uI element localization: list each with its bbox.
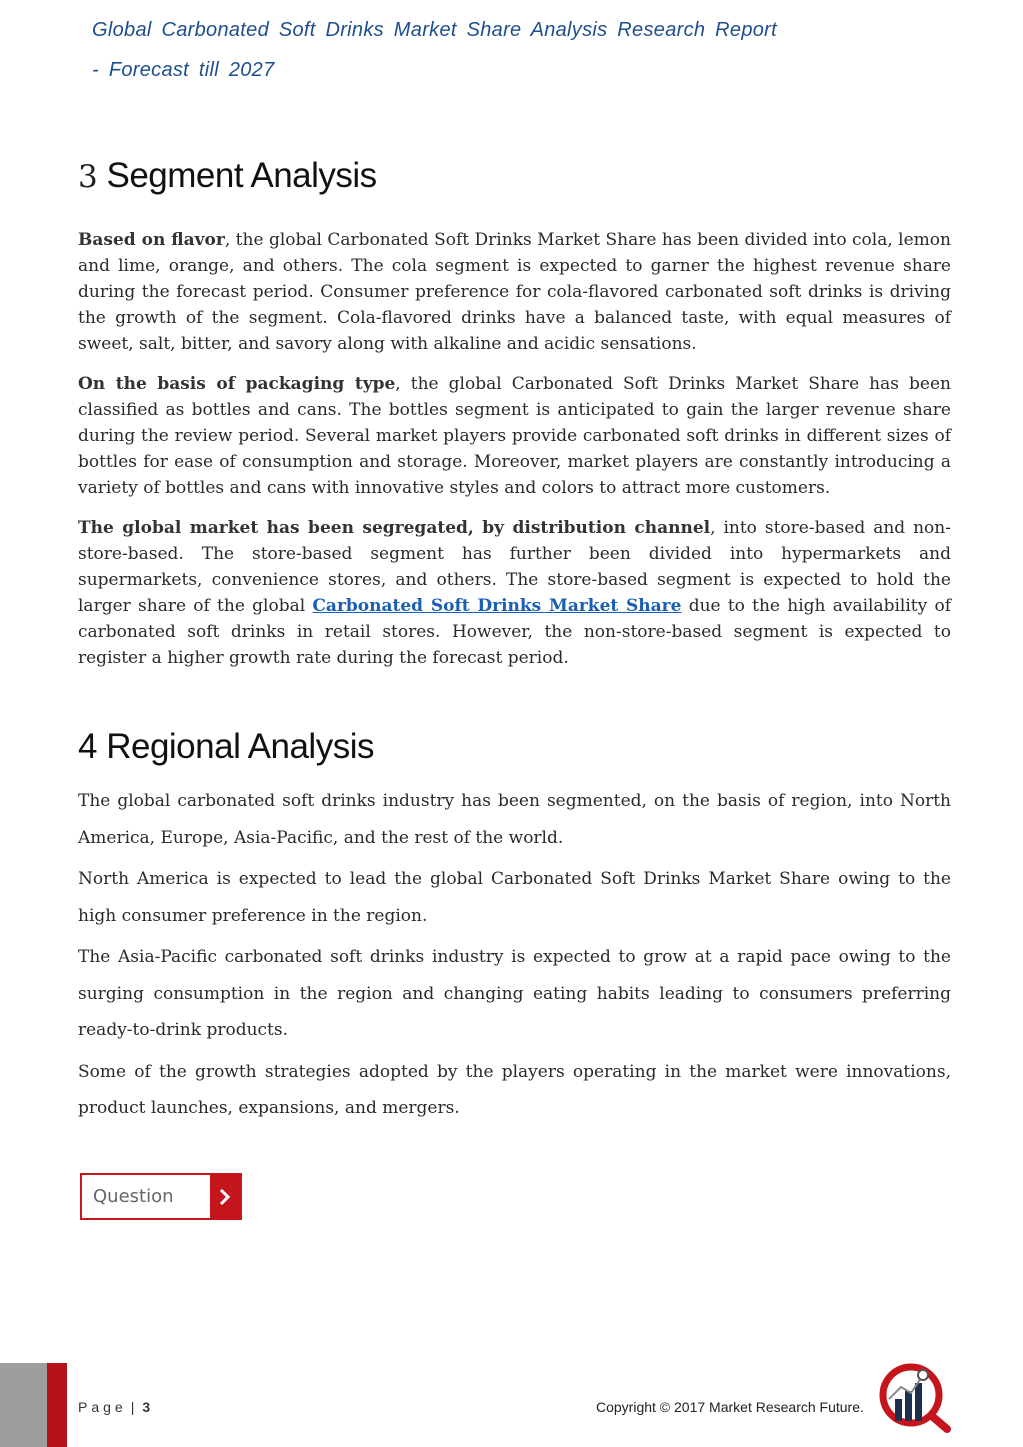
paragraph-text: , the global Carbonated Soft Drinks Market Share has been classified as bottles and cans. The bottles segment is anticipated to gain the larger revenue share during the review period. Several market players provide carbonated soft drinks in different sizes of bottles for ease of consumption and storage. Moreover, market players are constantly introducing a variety of bottles and cans with innovative styles and colors to attract more customers. (78, 374, 952, 498)
paragraph-lead: The global market has been segregated, by distribution channel (78, 518, 711, 538)
section-number: 3 (78, 159, 98, 195)
question-button-label: Question (93, 1186, 174, 1207)
segment-analysis-body (78, 227, 951, 685)
paragraph-packaging (78, 371, 951, 501)
segment-analysis-heading (78, 156, 377, 196)
paragraph-text: , into store-based and non-store-based. The store-based segment has further been divided into hypermarkets and supermarkets, convenience stores, and others. The store-based segment is expected to hold the larger share of the global (78, 518, 951, 616)
regional-analysis-body (78, 783, 951, 1132)
footer-bar-gray (0, 1363, 47, 1447)
footer-bar-red (47, 1363, 67, 1447)
market-share-link[interactable]: Carbonated Soft Drinks Market Share (312, 596, 682, 616)
question-button[interactable] (80, 1173, 242, 1220)
page-label-text: Page (78, 1399, 127, 1415)
paragraph-text: , the global Carbonated Soft Drinks Market Share has been divided into cola, lemon and lime, orange, and others. The cola segment is expected to garner the highest revenue share during the forecast period. Consumer preference for cola-flavored carbonated soft drinks is driving the growth of the segment. Cola-flavored drinks have a balanced taste, with equal measures of sweet, salt, bitter, and savory along with alkaline and acidic sensations. (78, 230, 951, 354)
paragraph-lead: Based on flavor (78, 230, 225, 250)
copyright-text: Copyright © 2017 Market Research Future. (596, 1399, 864, 1415)
paragraph: The Asia-Pacific carbonated soft drinks industry is expected to grow at a rapid pace owing to the surging consumption in the region and changing eating habits leading to consumers preferring ready-to-drink products. (78, 947, 951, 1040)
page-number: 3 (142, 1399, 155, 1415)
regional-analysis-heading (78, 727, 374, 767)
page-number-label (78, 1399, 154, 1415)
market-research-future-logo (875, 1363, 953, 1433)
paragraph: North America is expected to lead the global Carbonated Soft Drinks Market Share owing to the high consumer preference in the region. (78, 869, 951, 926)
paragraph-lead: On the basis of packaging type (78, 374, 396, 394)
section-title: Segment Analysis (106, 156, 377, 195)
page-separator: | (130, 1399, 139, 1415)
paragraph-flavor (78, 227, 951, 357)
paragraph: Some of the growth strategies adopted by the players operating in the market were innovations, product launches, expansions, and mergers. (78, 1061, 951, 1118)
chevron-right-icon (210, 1175, 240, 1218)
paragraph-distribution (78, 515, 951, 671)
paragraph-text: due to the high availability of carbonated soft drinks in retail stores. However, the non-store-based segment is expected to register a higher growth rate during the forecast period. (78, 596, 951, 668)
paragraph: The global carbonated soft drinks industry has been segmented, on the basis of region, into North America, Europe, Asia-Pacific, and the rest of the world. (78, 791, 951, 848)
page-header-title: Global Carbonated Soft Drinks Market Share Analysis Research Report - Forecast till 2027 (92, 19, 777, 81)
section-number: 4 (78, 727, 97, 766)
section-title: Regional Analysis (106, 727, 374, 766)
